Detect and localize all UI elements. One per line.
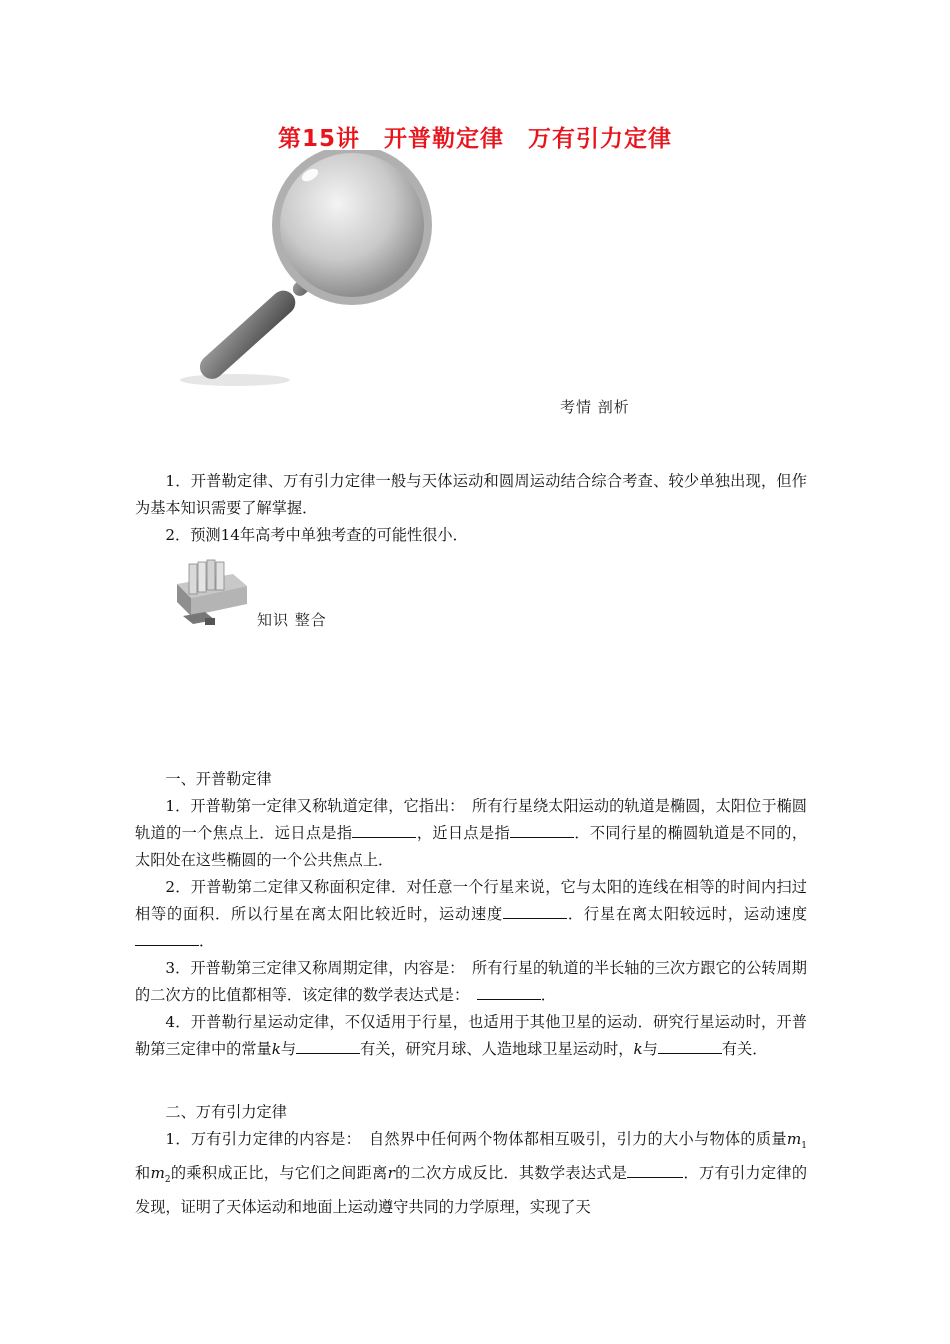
blank-aphelion[interactable] — [352, 822, 416, 838]
blank-constant-satellite[interactable] — [658, 1038, 722, 1054]
kepler-law-2: 2．开普勒第二定律又称面积定律．对任意一个行星来说，它与太阳的连线在相等的时间内扫过相等的面积．所以行星在离太阳比较近时，运动速度 ．行星在离太阳较远时，运动速度． — [135, 878, 807, 950]
analysis-point-2: 2．预测14年高考中单独考查的可能性很小． — [165, 526, 468, 544]
gravitation-law-1: 1．万有引力定律的内容是： 自然界中任何两个物体都相互吸引，引力的大小与物体的质量$m_1$和$m_2$的乘积成正比，与它们之间距离r的二次方成反比．其数学表达式是 ．万有引力定律的发现，证明了天体运动和地面上运动遵守共同的力学原理，实现了天 — [135, 1130, 808, 1217]
kepler-law-1: 1．开普勒第一定律又称轨道定律，它指出： 所有行星绕太阳运动的轨道是椭圆，太阳位于椭圆轨道的一个焦点上．远日点是指 ，近日点是指 ．不同行星的椭圆轨道是不同的，太阳处在这些椭圆的一个公共焦点上． — [135, 797, 808, 869]
blank-perihelion[interactable] — [510, 822, 574, 838]
section-label-analysis: 考情 剖析 — [560, 398, 630, 416]
books-icon — [175, 556, 250, 628]
kepler-law-4: 4．开普勒行星运动定律，不仅适用于行星，也适用于其他卫星的运动．研究行星运动时，开普勒第三定律中的常量k与 有关，研究月球、人造地球卫星运动时，k与 有关． — [135, 1013, 807, 1058]
blank-speed-near[interactable] — [503, 903, 567, 919]
kepler-heading: 一、开普勒定律 — [165, 770, 272, 788]
analysis-point-1: 1．开普勒定律、万有引力定律一般与天体运动和圆周运动结合综合考查、较少单独出现，但作为基本知识需要了解掌握． — [135, 472, 807, 517]
section-label-knowledge: 知识 整合 — [257, 611, 327, 629]
blank-gravitation-formula[interactable] — [627, 1162, 683, 1178]
page-title: 第15讲 开普勒定律 万有引力定律 — [277, 126, 672, 152]
kepler-law-3: 3．开普勒第三定律又称周期定律，内容是： 所有行星的轨道的半长轴的三次方跟它的公转周期的二次方的比值都相等．该定律的数学表达式是： ． — [135, 959, 807, 1004]
magnifier-icon — [175, 150, 445, 390]
gravitation-heading: 二、万有引力定律 — [165, 1103, 287, 1121]
blank-constant-planet[interactable] — [296, 1038, 360, 1054]
blank-speed-far[interactable] — [135, 930, 199, 946]
blank-formula-third-law[interactable] — [477, 984, 541, 1000]
